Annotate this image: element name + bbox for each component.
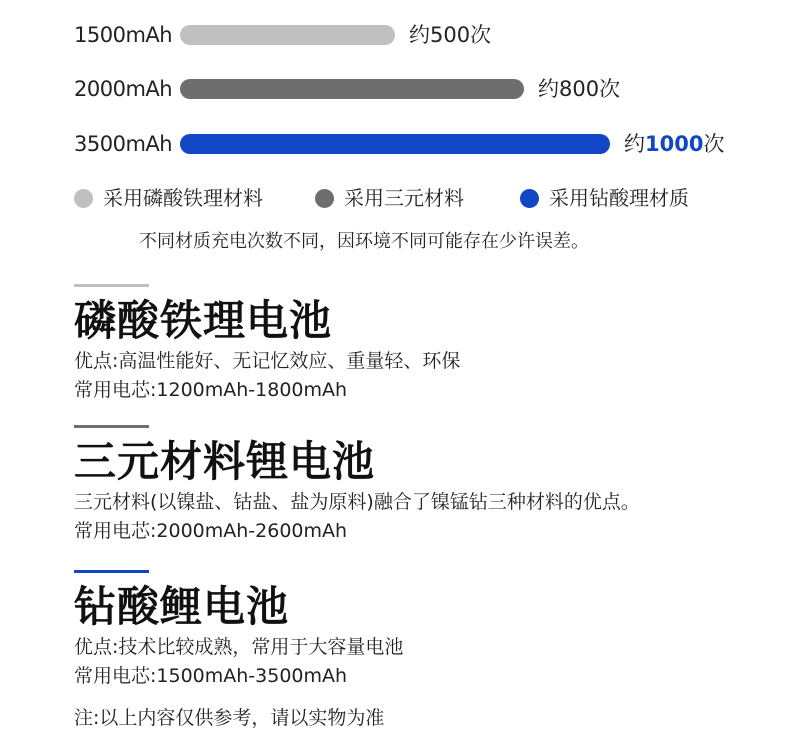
chart-note: 不同材质充电次数不同，因环境不同可能存在少许误差。 <box>139 231 589 252</box>
bar-3500mah <box>180 134 610 154</box>
legend-label: 采用三元材料 <box>344 186 464 210</box>
section-rule <box>74 425 149 428</box>
footnote: 注:以上内容仅供参考，请以实物为准 <box>74 707 385 729</box>
chart-legend <box>0 183 790 213</box>
value-prefix: 约 <box>538 77 559 101</box>
legend-item-lfp <box>74 183 263 213</box>
bar-2000mah <box>180 79 524 99</box>
bar-value-label <box>624 129 724 159</box>
legend-label: 采用钻酸理材质 <box>549 186 689 210</box>
bar-row-3500 <box>0 129 790 159</box>
section-lfp-battery <box>74 284 774 405</box>
section-cobalt-battery <box>74 570 774 691</box>
section-line: 常用电芯:2000mAh-2600mAh <box>74 520 348 542</box>
capacity-label: 3500mAh <box>74 132 173 156</box>
section-rule <box>74 284 149 287</box>
section-title: 三元材料锂电池 <box>74 437 376 486</box>
legend-dot-icon <box>315 189 334 208</box>
section-line: 常用电芯:1500mAh-3500mAh <box>74 665 348 687</box>
bar-track <box>180 25 610 45</box>
value-suffix: 次 <box>703 132 725 156</box>
bar-row-2000 <box>0 74 790 104</box>
legend-label: 采用磷酸铁理材料 <box>103 186 263 210</box>
legend-dot-icon <box>74 189 93 208</box>
capacity-label: 1500mAh <box>74 23 173 47</box>
value-suffix: 次 <box>599 77 621 101</box>
legend-item-cobalt <box>520 183 689 213</box>
section-line: 优点:高温性能好、无记忆效应、重量轻、环保 <box>74 350 461 372</box>
bar-track <box>180 134 610 154</box>
section-line: 优点:技术比较成熟，常用于大容量电池 <box>74 636 404 658</box>
section-line: 常用电芯:1200mAh-1800mAh <box>74 379 348 401</box>
bar-row-1500 <box>0 20 790 50</box>
value-prefix: 约 <box>409 23 430 47</box>
section-line: 三元材料(以镍盐、钴盐、盐为原料)融合了镍锰钻三种材料的优点。 <box>74 491 640 513</box>
section-rule <box>74 570 149 573</box>
value-number: 500 <box>430 23 471 47</box>
value-number-highlight: 1000 <box>645 132 704 156</box>
capacity-label: 2000mAh <box>74 77 173 101</box>
bar-value-label <box>538 74 620 104</box>
section-title: 钻酸鲤电池 <box>74 582 290 631</box>
value-number: 800 <box>559 77 600 101</box>
bar-value-label <box>409 20 491 50</box>
bar-1500mah <box>180 25 395 45</box>
legend-item-ternary <box>315 183 464 213</box>
value-suffix: 次 <box>470 23 492 47</box>
value-prefix: 约 <box>624 132 645 156</box>
section-title: 磷酸铁理电池 <box>74 296 333 345</box>
section-ternary-battery <box>74 425 774 546</box>
legend-dot-icon <box>520 189 539 208</box>
